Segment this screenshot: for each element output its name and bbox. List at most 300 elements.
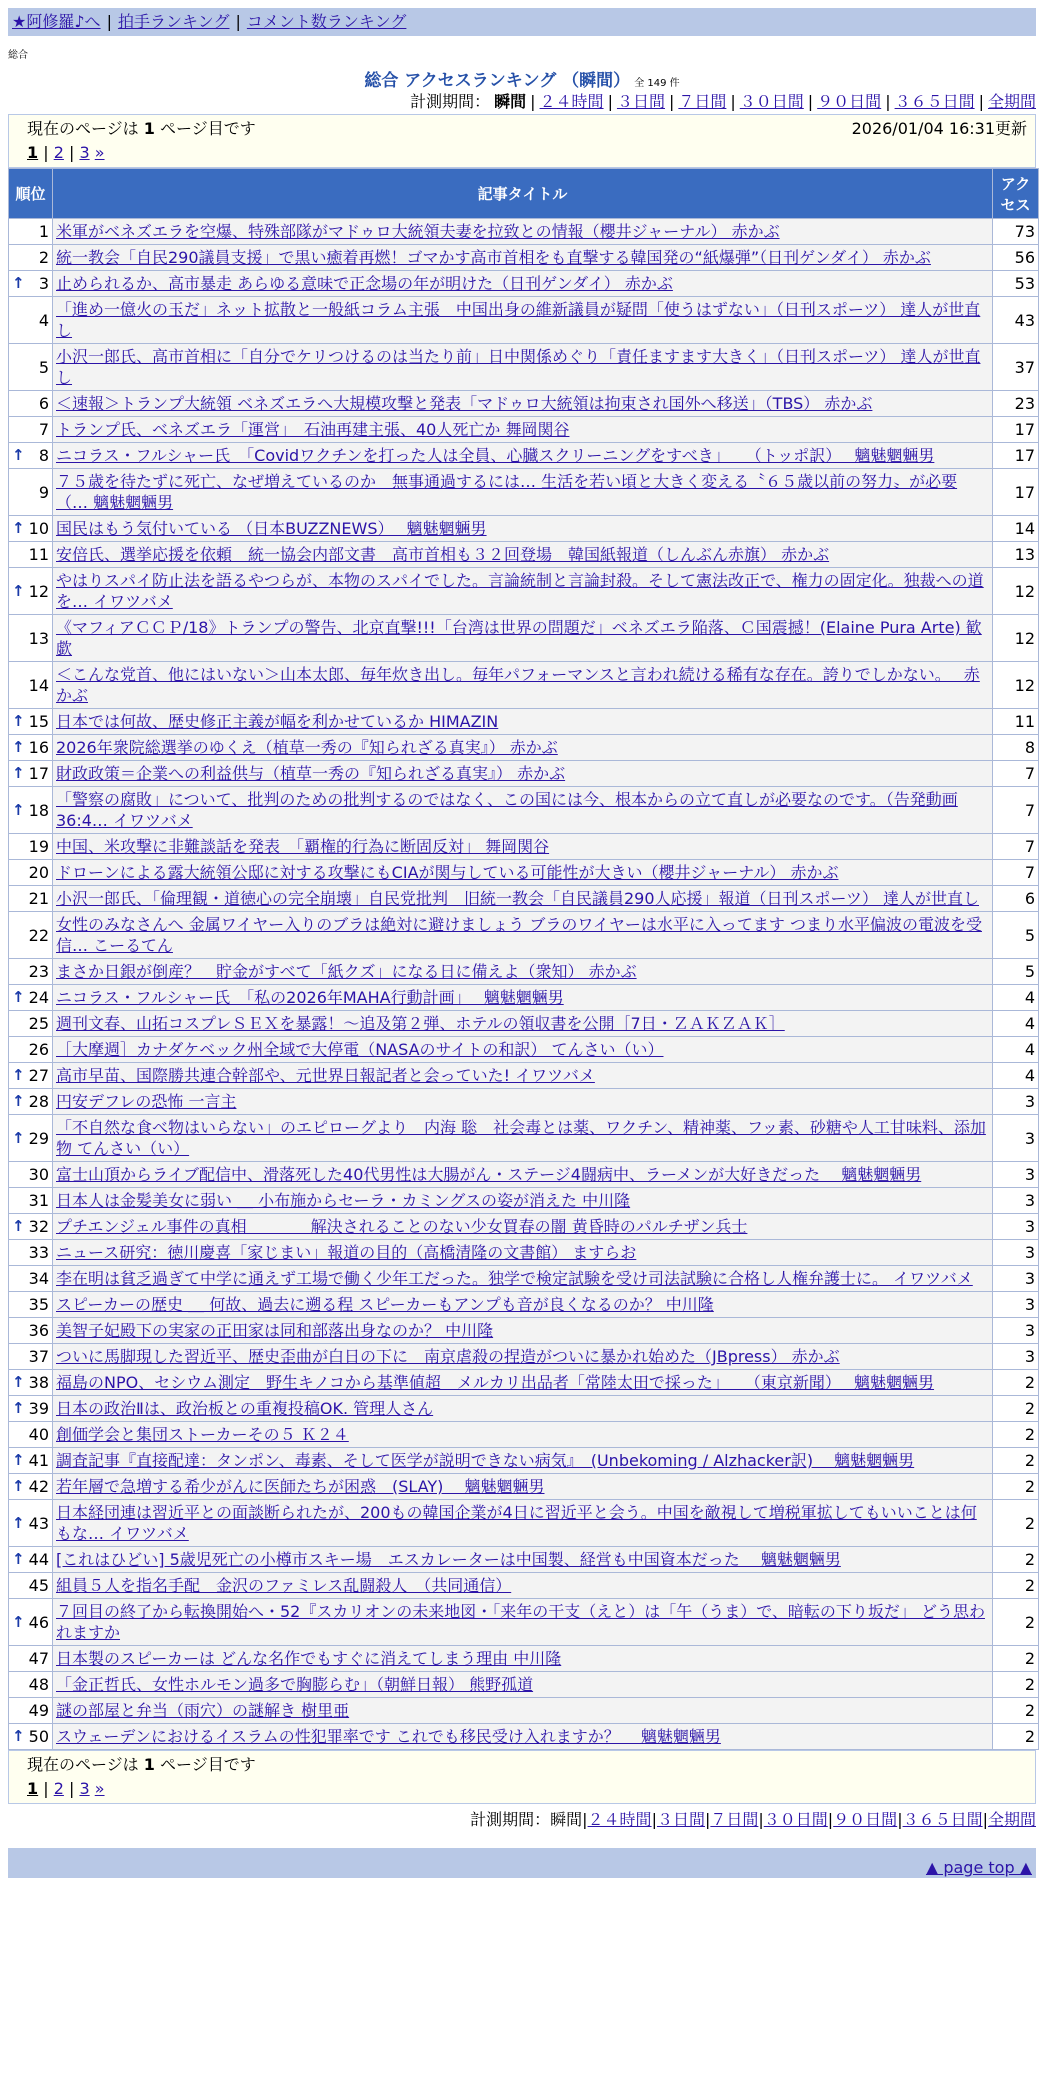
rank-number: 17 (28, 764, 49, 783)
pager-link[interactable]: 3 (79, 1779, 90, 1798)
pager-current: 1 (27, 143, 39, 162)
rank-number: 47 (28, 1649, 49, 1668)
table-row (9, 469, 1039, 516)
title-cell (53, 985, 993, 1011)
article-link[interactable]: 「進め一億火の玉だ」ネット拡散と一般紙コラム主張 中国出身の維新議員が疑問「使うはずない」（日刊スポーツ） 達人が世直し (56, 300, 981, 340)
article-link[interactable]: 日本人は金髪美女に弱い ＿ 小布施からセーラ・カミングスの姿が消えた 中川隆 (56, 1191, 631, 1210)
rank-cell (9, 1724, 53, 1750)
article-link[interactable]: 止められるか、高市暴走 あらゆる意味で正念場の年が明けた（日刊ゲンダイ） 赤かぶ (56, 274, 673, 293)
rank-cell (9, 1370, 53, 1396)
pager-next[interactable]: » (94, 143, 105, 162)
rank-cell (9, 1547, 53, 1573)
access-count: 5 (993, 912, 1039, 959)
article-link[interactable]: 小沢一郎氏、「倫理観・道徳心の完全崩壊」自民党批判 旧統一教会「自民議員290人応援」報道（日刊スポーツ） 達人が世直し (56, 889, 979, 908)
nav-separator: | (106, 12, 112, 31)
rank-cell (9, 1063, 53, 1089)
rank-number: 40 (28, 1425, 49, 1444)
period-label: 計測期間： (410, 92, 491, 111)
table-row (9, 709, 1039, 735)
article-link[interactable]: 謎の部屋と弁当（雨穴）の謎解き 樹里亜 (56, 1701, 350, 1720)
rank-cell (9, 1318, 53, 1344)
article-link[interactable]: ついに馬脚現した習近平、歴史歪曲が白日の下に 南京虐殺の捏造がついに暴かれ始めた（JBpress） 赤かぶ (56, 1347, 840, 1366)
current-page-text: 現在のページは 1 ページ目です (27, 119, 256, 138)
page-top-link[interactable]: ▲ page top ▲ (925, 1858, 1032, 1877)
rank-number: 45 (28, 1576, 49, 1595)
access-count: 11 (993, 709, 1039, 735)
rank-cell (9, 735, 53, 761)
rank-number: 34 (28, 1269, 49, 1288)
rank-cell (9, 912, 53, 959)
table-row (9, 1162, 1039, 1188)
table-row (9, 1344, 1039, 1370)
rank-number: 11 (28, 545, 49, 564)
access-count: 4 (993, 1063, 1039, 1089)
title-cell (53, 271, 993, 297)
article-link[interactable]: ニコラス・フルシャー氏 「Covidワクチンを打った人は全員、心臓スクリーニングをすべき」 （トッポ訳） 魑魅魍魎男 (56, 446, 935, 465)
title-cell (53, 1344, 993, 1370)
rank-number: 27 (28, 1066, 49, 1085)
article-link[interactable]: 組員５人を指名手配 金沢のファミレス乱闘殺人 （共同通信） (56, 1576, 512, 1595)
period-separator: | (668, 92, 675, 111)
access-count: 3 (993, 1266, 1039, 1292)
article-link[interactable]: 富士山頂からライブ配信中、滑落死した40代男性は大腸がん・ステージ4闘病中、ラーメンが大好きだった 魑魅魍魎男 (56, 1165, 922, 1184)
period-separator: | (651, 1810, 657, 1829)
access-header: アクセス (993, 169, 1039, 219)
rank-up-icon: ↑ (12, 1477, 25, 1495)
title-cell (53, 1422, 993, 1448)
article-link[interactable]: 中国、米攻撃に非難談話を発表 「覇権的行為に断固反対」 舞岡関谷 (56, 837, 550, 856)
rank-cell (9, 568, 53, 615)
title-cell (53, 245, 993, 271)
access-count: 17 (993, 443, 1039, 469)
table-row (9, 1448, 1039, 1474)
period-separator: | (978, 92, 984, 111)
table-row (9, 1115, 1039, 1162)
table-row (9, 1370, 1039, 1396)
access-count: 2 (993, 1599, 1039, 1646)
article-link[interactable]: 円安デフレの恐怖 一言主 (56, 1092, 237, 1111)
period-separator: | (885, 92, 891, 111)
article-link[interactable]: ７５歳を待たずに死亡、なぜ増えているのか 無事通過するには… 生活を若い頃と大きく変える〝６５歳以前の努力〟が必要（… 魑魅魍魎男 (56, 472, 958, 512)
rank-cell (9, 516, 53, 542)
table-row (9, 516, 1039, 542)
period-separator: | (982, 1810, 988, 1829)
period-option[interactable]: ９０日間 (833, 1810, 898, 1829)
period-option: 瞬間 (550, 1810, 583, 1829)
rank-cell (9, 886, 53, 912)
rank-number: 19 (28, 837, 49, 856)
article-link[interactable]: 創価学会と集団ストーカーその５ Ｋ２４ (56, 1425, 349, 1444)
title-cell (53, 1188, 993, 1214)
rank-up-icon: ↑ (12, 1727, 25, 1745)
rank-number: 39 (28, 1399, 49, 1418)
rank-number: 28 (28, 1092, 49, 1111)
comment-ranking-link[interactable]: コメント数ランキング (246, 12, 407, 31)
access-count: 2 (993, 1448, 1039, 1474)
access-count: 3 (993, 1162, 1039, 1188)
table-row (9, 443, 1039, 469)
rank-number: 46 (28, 1612, 49, 1632)
period-option[interactable]: ７日間 (678, 92, 727, 111)
home-link[interactable]: ★阿修羅♪へ (12, 12, 101, 31)
article-link[interactable]: 福島のNPO、セシウム測定 野生キノコから基準値超 メルカリ出品者「常陸太田で採った」 （東京新聞） 魑魅魍魎男 (56, 1373, 935, 1392)
article-link[interactable]: まさか日銀が倒産？ 貯金がすべて「紙クズ」になる日に備えよ（衆知） 赤かぶ (56, 962, 637, 981)
table-row (9, 245, 1039, 271)
title-cell (53, 1698, 993, 1724)
title-cell (53, 1573, 993, 1599)
title-cell (53, 1292, 993, 1318)
access-count: 8 (993, 735, 1039, 761)
period-option[interactable]: 全期間 (987, 92, 1036, 111)
article-link[interactable]: 日本経団連は習近平との面談断られたが、200もの韓国企業が4日に習近平と会う。中国を敵視して増税軍拡してもいいことは何もな… イワツバメ (56, 1503, 977, 1543)
rank-cell (9, 1344, 53, 1370)
rank-up-icon: ↑ (12, 1092, 25, 1110)
article-link[interactable]: スピーカーの歴史 ＿ 何故、過去に遡る程 スピーカーもアンプも音が良くなるのか？ 中川隆 (56, 1295, 714, 1314)
rank-up-icon: ↑ (12, 1128, 25, 1147)
table-row (9, 1500, 1039, 1547)
rank-cell (9, 860, 53, 886)
title-cell (53, 1500, 993, 1547)
rank-cell (9, 1188, 53, 1214)
title-cell (53, 1162, 993, 1188)
title-cell (53, 1547, 993, 1573)
pager-link[interactable]: 2 (53, 143, 64, 162)
rank-up-icon: ↑ (12, 1513, 25, 1532)
rank-cell (9, 1448, 53, 1474)
rank-header: 順位 (9, 169, 53, 219)
table-row (9, 271, 1039, 297)
table-row (9, 1266, 1039, 1292)
rank-up-icon: ↑ (12, 1550, 25, 1568)
title-cell (53, 443, 993, 469)
title-cell (53, 761, 993, 787)
table-row (9, 1573, 1039, 1599)
rank-up-icon: ↑ (12, 800, 25, 819)
nav-separator: | (235, 12, 241, 31)
period-option[interactable]: ３日間 (656, 1810, 705, 1829)
title-cell (53, 1011, 993, 1037)
article-link[interactable]: ニコラス・フルシャー氏 「私の2026年MAHA行動計画」 魑魅魍魎男 (56, 988, 564, 1007)
pagination: 1 | 2 | 3 » (27, 1779, 105, 1798)
access-count: 3 (993, 1318, 1039, 1344)
title-cell (53, 391, 993, 417)
access-count: 2 (993, 1573, 1039, 1599)
period-option[interactable]: ３６５日間 (894, 92, 975, 111)
article-link[interactable]: 「不自然な食べ物はいらない」のエピローグより 内海 聡 社会毒とは薬、ワクチン、精神薬、フッ素、砂糖や人工甘味料、添加物 てんさい（い） (56, 1118, 986, 1158)
section-label: 総合 (8, 50, 28, 61)
access-count: 7 (993, 787, 1039, 834)
rank-cell (9, 1422, 53, 1448)
title-cell (53, 615, 993, 662)
table-row (9, 568, 1039, 615)
access-count: 7 (993, 860, 1039, 886)
rank-number: 23 (28, 962, 49, 981)
article-link[interactable]: 「警察の腐敗」について、批判のための批判するのではなく、この国には今、根本からの立て直しが必要なのです。（告発動画36:4… イワツバメ (56, 790, 958, 830)
period-separator: | (758, 1810, 764, 1829)
rank-number: 3 (38, 274, 49, 293)
rank-cell (9, 245, 53, 271)
access-count: 12 (993, 662, 1039, 709)
period-option[interactable]: ３０日間 (739, 92, 804, 111)
clap-ranking-link[interactable]: 拍手ランキング (117, 12, 230, 31)
rank-number: 31 (28, 1191, 49, 1210)
title-cell (53, 834, 993, 860)
rank-cell (9, 1214, 53, 1240)
period-option[interactable]: ２４時間 (587, 1810, 652, 1829)
table-row (9, 1646, 1039, 1672)
title-cell (53, 297, 993, 344)
period-selector-bottom (8, 1808, 1036, 1832)
article-link[interactable]: 米軍がベネズエラを空爆、特殊部隊がマドゥロ大統領夫妻を拉致との情報（櫻井ジャーナル） 赤かぶ (56, 222, 780, 241)
access-count: 4 (993, 1011, 1039, 1037)
table-row (9, 297, 1039, 344)
article-link[interactable]: 安倍氏、選挙応援を依頼 統一協会内部文書 高市首相も３２回登場 韓国紙報道（しんぶん赤旗） 赤かぶ (56, 545, 830, 564)
period-separator: | (730, 92, 736, 111)
title-cell (53, 1448, 993, 1474)
article-link[interactable]: プチエンジェル事件の真相 解決されることのない少女買春の闇 黄昏時のパルチザン兵士 (56, 1217, 748, 1236)
period-option: 瞬間 (494, 92, 527, 111)
title-cell (53, 1240, 993, 1266)
rank-number: 5 (38, 357, 49, 377)
article-link[interactable]: 統一教会「自民290議員支援」で黒い癒着再燃！ゴマかす高市首相をも直撃する韓国発の“紙爆弾”（日刊ゲンダイ） 赤かぶ (56, 248, 931, 267)
access-count: 2 (993, 1396, 1039, 1422)
access-count: 17 (993, 417, 1039, 443)
table-row (9, 735, 1039, 761)
rank-number: 38 (28, 1373, 49, 1392)
rank-cell (9, 615, 53, 662)
current-page-text: 現在のページは 1 ページ目です (27, 1755, 256, 1774)
access-count: 3 (993, 1292, 1039, 1318)
rank-number: 24 (28, 988, 49, 1007)
pager-link[interactable]: 2 (53, 1779, 64, 1798)
access-count: 17 (993, 469, 1039, 516)
period-option[interactable]: ３６５日間 (902, 1810, 983, 1829)
rank-number: 48 (28, 1675, 49, 1694)
table-row (9, 662, 1039, 709)
rank-number: 41 (28, 1451, 49, 1470)
article-link[interactable]: 李在明は貧乏過ぎて中学に通えず工場で働く少年工だった。独学で検定試験を受け司法試験に合格し人権弁護士に。 イワツバメ (56, 1269, 973, 1288)
period-option[interactable]: 全期間 (987, 1810, 1036, 1829)
rank-cell (9, 271, 53, 297)
article-link[interactable]: 若年層で急増する希少がんに医師たちが困惑 (SLAY) 魑魅魍魎男 (56, 1477, 545, 1496)
access-count: 12 (993, 615, 1039, 662)
title-cell (53, 709, 993, 735)
title-cell (53, 959, 993, 985)
access-count: 2 (993, 1422, 1039, 1448)
rank-number: 33 (28, 1243, 49, 1262)
table-row (9, 834, 1039, 860)
rank-cell (9, 1500, 53, 1547)
rank-up-icon: ↑ (12, 274, 25, 292)
rank-number: 4 (38, 310, 49, 330)
access-count: 2 (993, 1474, 1039, 1500)
title-cell (53, 1089, 993, 1115)
rank-number: 9 (38, 482, 49, 502)
rank-number: 21 (28, 889, 49, 908)
article-link[interactable]: 週刊文春、山拓コスプレＳＥＸを暴露！～追及第２弾、ホテルの領収書を公開［7日・ＺＡＫＺＡＫ］ (56, 1014, 785, 1033)
article-link[interactable]: 財政政策＝企業への利益供与（植草一秀の『知られざる真実』） 赤かぶ (56, 764, 566, 783)
period-selector (8, 90, 1036, 114)
table-row (9, 1240, 1039, 1266)
rank-cell (9, 1292, 53, 1318)
title-cell (53, 787, 993, 834)
article-link[interactable]: 調査記事『直接配達：タンポン、毒素、そして医学が説明できない病気』 (Unbekoming / Alzhacker訳) 魑魅魍魎男 (56, 1451, 915, 1470)
article-link[interactable]: 国民はもう気付いている （日本BUZZNEWS） 魑魅魍魎男 (56, 519, 487, 538)
title-cell (53, 1370, 993, 1396)
article-link[interactable]: 日本製のスピーカーは どんな名作でもすぐに消えてしまう理由 中川隆 (56, 1649, 562, 1668)
rank-cell (9, 1162, 53, 1188)
page-title: 総合 アクセスランキング （瞬間） (364, 71, 631, 91)
rank-number: 32 (28, 1217, 49, 1236)
title-cell (53, 1037, 993, 1063)
article-link[interactable]: やはりスパイ防止法を語るやつらが、本物のスパイでした。言論統制と言論封殺。そして憲法改正で、権力の固定化。独裁への道を… イワツバメ (56, 571, 984, 611)
access-count: 4 (993, 985, 1039, 1011)
updated-timestamp: 2026/01/04 16:31更新 (851, 119, 1027, 138)
rank-up-icon: ↑ (12, 764, 25, 782)
rank-number: 16 (28, 738, 49, 757)
rank-up-icon: ↑ (12, 1066, 25, 1084)
rank-cell (9, 344, 53, 391)
access-count: 2 (993, 1724, 1039, 1750)
title-cell (53, 1396, 993, 1422)
period-option[interactable]: ３０日間 (763, 1810, 828, 1829)
table-row (9, 391, 1039, 417)
table-row (9, 1396, 1039, 1422)
title-header: 記事タイトル (53, 169, 993, 219)
rank-up-icon: ↑ (12, 581, 25, 600)
rank-cell (9, 219, 53, 245)
table-row (9, 417, 1039, 443)
title-cell (53, 542, 993, 568)
pager-next[interactable]: » (94, 1779, 105, 1798)
rank-up-icon: ↑ (12, 1612, 25, 1631)
period-option[interactable]: ３日間 (616, 92, 665, 111)
access-count: 3 (993, 1344, 1039, 1370)
rank-up-icon: ↑ (12, 1217, 25, 1235)
rank-up-icon: ↑ (12, 1373, 25, 1391)
rank-cell (9, 1037, 53, 1063)
table-row (9, 1724, 1039, 1750)
rank-up-icon: ↑ (12, 1399, 25, 1417)
rank-number: 1 (38, 222, 49, 241)
rank-number: 44 (28, 1550, 49, 1569)
access-count: 3 (993, 1115, 1039, 1162)
title-cell (53, 469, 993, 516)
table-row (9, 1214, 1039, 1240)
article-link[interactable]: ７回目の終了から転換開始へ・52『スカリオンの未来地図・「来年の干支（えと）は「午（うま）で、暗転の下り坂だ」 どう思われますか (56, 1602, 985, 1642)
access-count: 56 (993, 245, 1039, 271)
rank-cell (9, 1240, 53, 1266)
access-count: 2 (993, 1698, 1039, 1724)
table-row (9, 615, 1039, 662)
access-count: 43 (993, 297, 1039, 344)
rank-cell (9, 662, 53, 709)
rank-up-icon: ↑ (12, 712, 25, 730)
rank-number: 26 (28, 1040, 49, 1059)
article-link[interactable]: ［大摩週］カナダケベック州全域で大停電（NASAのサイトの和訳） てんさい（い） (56, 1040, 664, 1059)
article-link[interactable]: 日本では何故、歴史修正主義が幅を利かせているか HIMAZIN (56, 712, 499, 731)
rank-cell (9, 1396, 53, 1422)
article-link[interactable]: 《マフィアＣＣＰ/18》トランプの警告、北京直撃!!!「台湾は世界の問題だ」ベネズエラ陥落、Ｃ国震撼！(Elaine Pura Arte) 歓歔 (56, 618, 982, 658)
article-link[interactable]: トランプ氏、ベネズエラ「運営」 石油再建主張、40人死亡か 舞岡関谷 (56, 420, 570, 439)
period-option[interactable]: ７日間 (710, 1810, 759, 1829)
rank-up-icon: ↑ (12, 446, 25, 464)
access-count: 4 (993, 1037, 1039, 1063)
table-row (9, 1089, 1039, 1115)
table-row (9, 1599, 1039, 1646)
rank-number: 7 (38, 420, 49, 439)
article-link[interactable]: ドローンによる露大統領公邸に対する攻撃にもCIAが関与している可能性が大きい（櫻井ジャーナル） 赤かぶ (56, 863, 839, 882)
table-row (9, 761, 1039, 787)
rank-number: 42 (28, 1477, 49, 1496)
pager-link[interactable]: 3 (79, 143, 90, 162)
article-link[interactable]: ニュース研究：徳川慶喜「家じまい」報道の目的（高橋清隆の文書館） ますらお (56, 1243, 637, 1262)
rank-number: 30 (28, 1165, 49, 1184)
period-label: 計測期間： (470, 1810, 551, 1829)
table-row (9, 959, 1039, 985)
rank-cell (9, 1599, 53, 1646)
pager-current: 1 (27, 1779, 39, 1798)
rank-cell (9, 1573, 53, 1599)
article-link[interactable]: スウェーデンにおけるイスラムの性犯罪率です これでも移民受け入れますか？ 魑魅魍魎男 (56, 1727, 721, 1746)
article-link[interactable]: 女性のみなさんへ 金属ワイヤー入りのブラは絶対に避けましょう ブラのワイヤーは水平に入ってます つまり水平偏波の電波を受信… こーるてん (56, 915, 982, 955)
table-row (9, 787, 1039, 834)
table-row (9, 1698, 1039, 1724)
rank-cell (9, 443, 53, 469)
table-row (9, 219, 1039, 245)
rank-number: 35 (28, 1295, 49, 1314)
access-count: 2 (993, 1646, 1039, 1672)
access-count: 3 (993, 1089, 1039, 1115)
article-link[interactable]: 小沢一郎氏、高市首相に「自分でケリつけるのは当たり前」日中関係めぐり「責任ますます大きく」（日刊スポーツ） 達人が世直し (56, 347, 981, 387)
period-option[interactable]: ９０日間 (817, 92, 882, 111)
access-count: 3 (993, 1214, 1039, 1240)
period-separator: | (704, 1810, 711, 1829)
period-separator: | (897, 1810, 903, 1829)
period-option[interactable]: ２４時間 (539, 92, 604, 111)
article-link[interactable]: 高市早苗、国際勝共連合幹部や、元世界日報記者と会っていた! イワツバメ (56, 1066, 595, 1085)
rank-cell (9, 834, 53, 860)
article-link[interactable]: 日本の政治Ⅱは、政治板との重複投稿OK. 管理人さん (56, 1399, 434, 1418)
top-navigation (8, 8, 1036, 36)
access-count: 2 (993, 1547, 1039, 1573)
title-cell (53, 662, 993, 709)
ranking-table (8, 168, 1039, 1750)
table-row (9, 886, 1039, 912)
article-link[interactable]: [これはひどい] 5歳児死亡の小樽市スキー場 エスカレーターは中国製、経営も中国資本だった 魑魅魍魎男 (56, 1550, 841, 1569)
access-count: 7 (993, 834, 1039, 860)
article-link[interactable]: 美智子妃殿下の実家の正田家は同和部落出身なのか？ 中川隆 (56, 1321, 494, 1340)
pagination: 1 | 2 | 3 » (27, 143, 105, 162)
access-count: 7 (993, 761, 1039, 787)
article-link[interactable]: ＜こんな党首、他にはいない＞山本太郎、毎年炊き出し。毎年パフォーマンスと言われ続ける稀有な存在。誇りでしかない。 赤かぶ (56, 665, 980, 705)
table-row (9, 1188, 1039, 1214)
access-count: 2 (993, 1370, 1039, 1396)
article-link[interactable]: ＜速報＞トランプ大統領 ベネズエラへ大規模攻撃と発表「マドゥロ大統領は拘束され国外へ移送」（TBS） 赤かぶ (56, 394, 873, 413)
rank-cell (9, 542, 53, 568)
rank-cell (9, 761, 53, 787)
access-count: 6 (993, 886, 1039, 912)
title-cell (53, 1115, 993, 1162)
period-separator: | (607, 92, 613, 111)
rank-cell (9, 1646, 53, 1672)
title-cell (53, 417, 993, 443)
article-link[interactable]: 2026年衆院総選挙のゆくえ（植草一秀の『知られざる真実』） 赤かぶ (56, 738, 558, 757)
rank-cell (9, 985, 53, 1011)
access-count: 3 (993, 1188, 1039, 1214)
article-link[interactable]: 「金正哲氏、女性ホルモン過多で胸膨らむ」（朝鮮日報） 熊野孤道 (56, 1675, 534, 1694)
title-cell (53, 886, 993, 912)
